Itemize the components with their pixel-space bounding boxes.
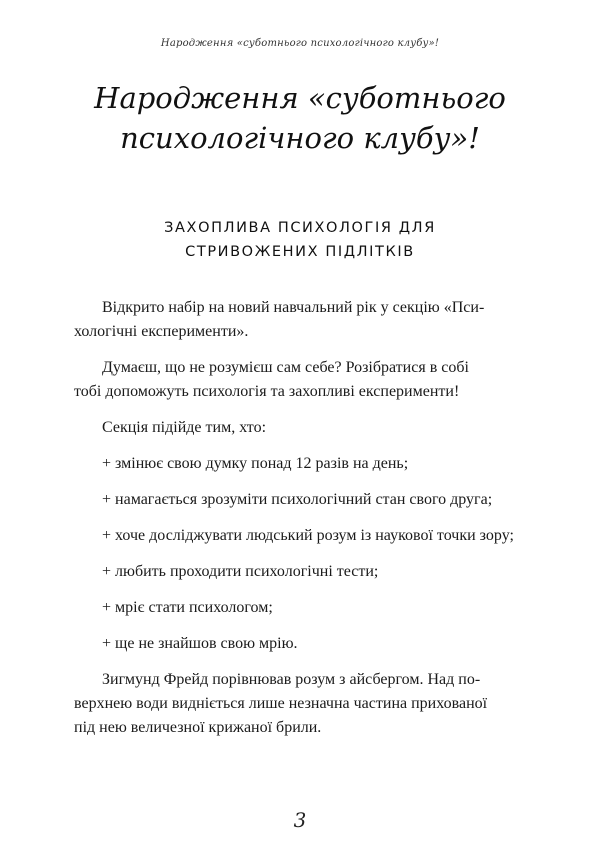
paragraph-line: Зигмунд Фрейд порівнював розум з айсбергом. Над по- [102,671,481,688]
list-intro: Секція підійде тим, хто: [102,419,267,436]
chapter-title-line-1: Народження «суботнього [94,81,506,115]
paragraph-line: під нею величезної крижаної брили. [74,719,322,736]
list-item: + змінює свою думку понад 12 разів на день; [102,455,409,472]
chapter-subtitle [80,216,520,264]
paragraph-line: хологічні експерименти». [74,323,249,340]
body-text [74,296,526,752]
list-item: + любить проходити психологічні тести; [102,563,379,580]
list-item: + хоче досліджувати людський розум із наукової точки зору; [102,527,514,544]
chapter-subtitle-line-2: СТРИВОЖЕНИХ ПІДЛІТКІВ [185,244,415,260]
running-header: Народження «суботнього психологічного клубу»! [160,38,440,49]
paragraph-freud-iceberg [74,668,526,740]
list-item: + намагається зрозуміти психологічний стан свого друга; [102,491,493,508]
paragraph-line: тобі допоможуть психологія та захопливі експерименти! [74,383,460,400]
paragraph-enrollment [74,296,526,344]
chapter-title [60,78,540,158]
paragraph-line: верхнею води видніється лише незначна частина прихованої [74,695,488,712]
paragraph-line: Думаєш, що не розумієш сам себе? Розібратися в собі [102,359,469,376]
paragraph-line: Відкрито набір на новий навчальний рік у секцію «Пси- [102,299,485,316]
list-item: + мріє стати психологом; [102,599,273,616]
chapter-title-line-2: психологічного клубу»! [120,121,480,155]
list-item: + ще не знайшов свою мрію. [102,635,298,652]
paragraph-understand-yourself [74,356,526,404]
page-number: 3 [293,808,307,832]
chapter-subtitle-line-1: ЗАХОПЛИВА ПСИХОЛОГІЯ ДЛЯ [164,220,436,236]
